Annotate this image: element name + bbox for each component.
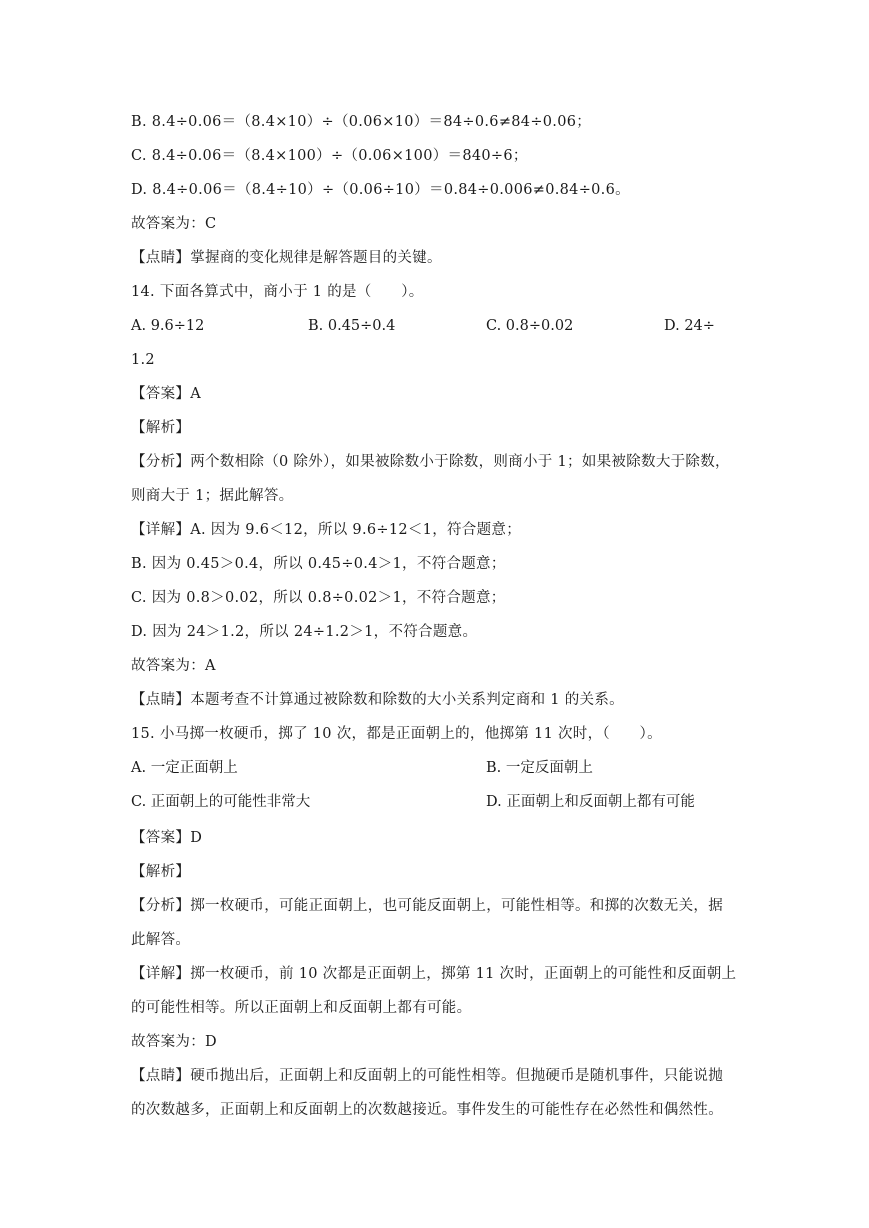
- q15-option-c: C. 正面朝上的可能性非常大: [131, 794, 311, 810]
- q13-option-b: B. 8.4÷0.06＝（8.4×10）÷（0.06×10）＝84÷0.6≠84÷0.06；: [131, 114, 592, 130]
- q14-option-c: C. 0.8÷0.02: [486, 318, 574, 334]
- q14-answer: 【答案】A: [131, 386, 201, 402]
- q15-final-answer: 故答案为：D: [131, 1034, 217, 1050]
- q14-final-answer: 故答案为：A: [131, 658, 216, 674]
- q14-comment: 【点睛】本题考查不计算通过被除数和除数的大小关系判定商和 1 的关系。: [131, 692, 624, 708]
- q14-option-b: B. 0.45÷0.4: [308, 318, 396, 334]
- q14-stem: 14. 下面各算式中，商小于 1 的是（ ）。: [131, 284, 424, 300]
- q15-analysis-2: 此解答。: [131, 932, 191, 948]
- q15-option-a: A. 一定正面朝上: [131, 760, 238, 776]
- q13-comment: 【点睛】掌握商的变化规律是解答题目的关键。: [131, 250, 442, 266]
- q13-option-d: D. 8.4÷0.06＝（8.4÷10）÷（0.06÷10）＝0.84÷0.006≠0.84÷0.6。: [131, 182, 630, 198]
- q15-detail-2: 的可能性相等。所以正面朝上和反面朝上都有可能。: [131, 1000, 472, 1016]
- q13-final-answer: 故答案为：C: [131, 216, 217, 232]
- q15-option-b: B. 一定反面朝上: [486, 760, 593, 776]
- q14-analysis-2: 则商大于 1；据此解答。: [131, 488, 294, 504]
- q14-jiexi: 【解析】: [131, 420, 191, 436]
- q14-detail-1: 【详解】A. 因为 9.6＜12，所以 9.6÷12＜1，符合题意；: [131, 522, 522, 538]
- q14-option-a: A. 9.6÷12: [131, 318, 205, 334]
- q15-comment-1: 【点睛】硬币抛出后，正面朝上和反面朝上的可能性相等。但抛硬币是随机事件，只能说抛: [131, 1068, 723, 1084]
- q14-analysis-1: 【分析】两个数相除（0 除外），如果被除数小于除数，则商小于 1；如果被除数大于除数，: [131, 454, 730, 470]
- q15-jiexi: 【解析】: [131, 864, 191, 880]
- q13-option-c: C. 8.4÷0.06＝（8.4×100）÷（0.06×100）＝840÷6；: [131, 148, 528, 164]
- q15-analysis-1: 【分析】掷一枚硬币，可能正面朝上，也可能反面朝上，可能性相等。和掷的次数无关，据: [131, 898, 723, 914]
- q15-comment-2: 的次数越多，正面朝上和反面朝上的次数越接近。事件发生的可能性存在必然性和偶然性。: [131, 1102, 723, 1118]
- q14-detail-4: D. 因为 24＞1.2，所以 24÷1.2＞1，不符合题意。: [131, 624, 478, 640]
- q14-option-wrap: 1.2: [131, 352, 155, 368]
- q15-option-d: D. 正面朝上和反面朝上都有可能: [486, 794, 695, 810]
- q14-detail-3: C. 因为 0.8＞0.02，所以 0.8÷0.02＞1，不符合题意；: [131, 590, 506, 606]
- q14-option-d: D. 24÷: [664, 318, 715, 334]
- q14-detail-2: B. 因为 0.45＞0.4，所以 0.45÷0.4＞1，不符合题意；: [131, 556, 506, 572]
- q15-answer: 【答案】D: [131, 830, 203, 846]
- q15-stem: 15. 小马掷一枚硬币，掷了 10 次，都是正面朝上的，他掷第 11 次时，（ ）。: [131, 726, 662, 742]
- q15-detail-1: 【详解】掷一枚硬币，前 10 次都是正面朝上，掷第 11 次时，正面朝上的可能性和反面朝上: [131, 966, 737, 982]
